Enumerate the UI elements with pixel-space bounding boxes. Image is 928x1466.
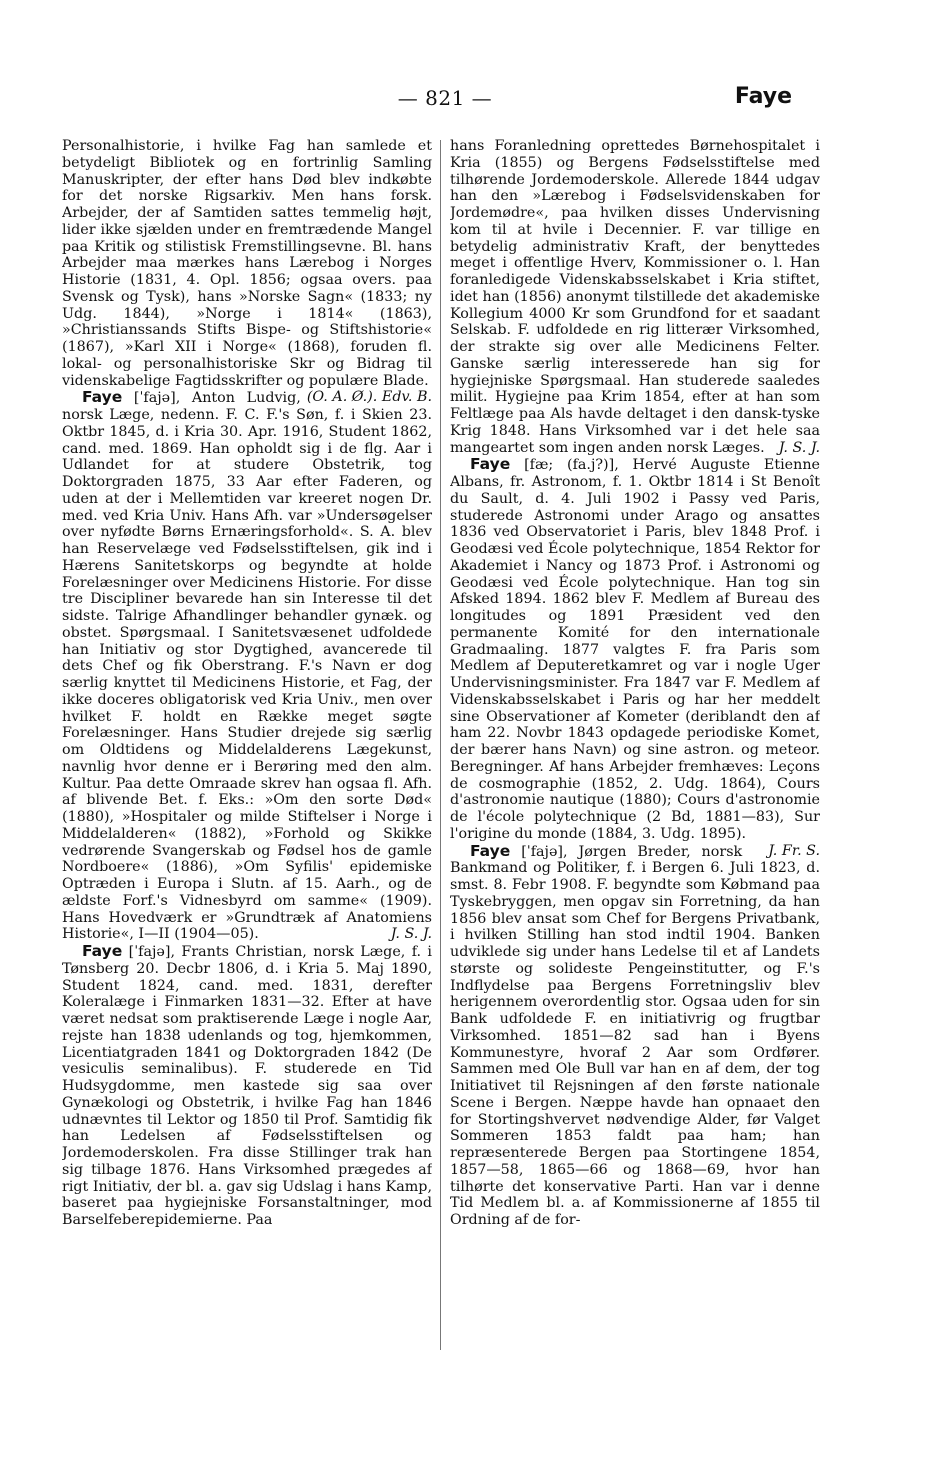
entry-text: [ˈfajə], Frants Christian, norsk Læge, f. i Tønsberg 20. Decbr 1806, d. i Kria 5. Maj 1890, Student 1824, cand. med. 1831, derefter Koleralæge i Finmarken 1831—32. Efter at have været nedsat som praktiserende Læge i nogle Aar, rejste han 1838 udenlands og tog, hjemkommen, Licentiatgraden 1841 og Doktorgraden 1842 (De vesiculis seminalibus). F. studerede en Tid Hudsygdomme, men kastede sig saa over Gynækologi og Obstetrik, i hvilke Fag han 1846 udnævntes til Lektor og 1850 til Prof. Samtidig fik han Ledelsen af Fødselsstiftelsen og Jordemoderskolen. Fra disse Stillinger trak han sig tilbage 1876. Hans Virksomhed prægedes af rigt Initiativ, der bl. a. gav sig Udslag i hans Kamp, baseret paa hygiejniske Forsanstaltninger, mod Barselfeberepidemierne. Paa [62,944,432,1228]
entry-text: Personalhistorie, i hvilke Fag han samlede et betydeligt Bibliotek og en fortrinlig Samling Manuskripter, der efter hans Død blev indkøbte for det norske Rigsarkiv. Men hans forsk. Arbejder, der af Samtiden sattes temmelig højt, lider ikke sjælden under en fremtrædende Mangel paa Kritik og stilistisk Fremstillingsevne. Bl. hans Arbejder maa mærkes hans Lærebog i Norges Historie (1831, 4. Opl. 1856; ogsaa overs. paa Svensk og Tysk), hans »Norske Sagn« (1833; ny Udg. 1844), »Norge i 1814« (1863), »Christianssands Stifts Bispe- og Stiftshistorie« (1867), »Karl XII i Norge« (1868), foruden fl. lokal- og personalhistoriske Skr og Bidrag til videnskabelige Fagtidsskrifter og populære Blade. [62,138,432,389]
right-column [450,138,820,1358]
entry-continuation [450,138,820,456]
entry-faye-jorgen [450,843,820,1229]
entry-faye-anton [62,389,432,943]
page-header [0,82,928,118]
entry-text: hans Foranledning oprettedes Børnehospitalet i Kria (1855) og Bergens Fødselsstiftelse med tilhørende Jordemoderskole. Allerede 1844 udgav han den »Lærebog i Fødselsvidenskaben for Jordemødre«, paa hvilken disses Undervisning kom til at hvile i Decennier. F. var tillige en betydelig administrativ Kraft, der benyttedes meget i offentlige Hverv, Kommissioner o. l. Han foranledigede Videnskabsselskabet i Kria stiftet, idet han (1856) anonymt tilstillede det akademiske Kollegium 4000 Kr som Grundfond for et saadant Selskab. F. udfoldede en rig litterær Virksomhed, der strakte sig over alle Medicinens Felter. Ganske særlig interesserede han sig for hygiejniske Spørgsmaal. Han studerede saaledes milit. Hygiejne paa Krim 1854, efter at han som Feltlæge paa Als havde deltaget i den dansk-tyske Krig 1848. Hans Virksomhed var i det hele saa mangeartet som ingen anden norsk Læges. [450,138,820,456]
headword: Faye [82,388,123,407]
headword: Faye [470,455,511,474]
column-rule [440,140,441,1350]
entry-text: [fæ; (fa.j?)], Hervé Auguste Etienne Albans, fr. Astronom, f. 1. Oktbr 1814 i St Benoît du Sault, d. 4. Juli 1902 i Passy ved Paris, studerede Astronomi under Arago og ansattes 1836 ved Observatoriet i Paris, blev 1848 Prof. i Geodæsi ved École polytechnique, 1854 Rektor for Akademiet i Nancy og 1873 Prof. i Astronomi og Geodæsi ved École polytechnique. Han tog sin Afsked 1894. 1862 blev F. Medlem af Bureau des longitudes og 1891 Præsident ved den permanente Komité for den internationale Gradmaaling. 1877 valgtes F. fra Paris som Medlem af Deputeretkamret og var i nogle Uger Undervisningsminister. Fra 1847 var F. Medlem af Videnskabsselskabet i Paris og har her meddelt sine Observationer af Kometer (deriblandt den af ham 22. Novbr 1843 opdagede periodiske Komet, der bærer hans Navn) og sine astron. og meteor. Beregninger. Af hans Arbejder fremhæves: Leçons de cosmographie (1852, 2. Udg. 1864), Cours d'astronomie nautique (1880); Cours d'astronomie de l'école polytechnique (2 Bd, 1881—83), Sur l'origine du monde (1884, 3. Udg. 1895). [450,457,820,842]
page-number: — 821 — [397,86,493,110]
entry-faye-herve [450,455,820,859]
author-signature: (O. A. Ø.). Edv. B. [306,389,432,406]
entry-text: [ˈfajə], Jørgen Breder, norsk Bankmand og Politiker, f. i Bergen 6. Juli 1823, d. smst. 8. Febr 1908. F. begyndte som Købmand paa Tyskebryggen, men opgav sin Forretning, da han 1856 blev ansat som Chef for Bergens Privatbank, i hvilken Stilling han stod indtil 1904. Banken udviklede sig under hans Ledelse til et af Landets største og solideste Pengeinstitutter, og F.'s Indflydelse paa Bergens Forretningsliv blev herigennem overordentlig stor. Ogsaa uden for sin Bank udfoldede F. en initiativrig og frugtbar Virksomhed. 1851—82 sad han i Byens Kommunestyre, hvoraf 2 Aar som Ordfører. Sammen med Ole Bull var han en af dem, der tog Initiativet til Rejsningen af den første nationale Scene i Bergen. Næppe havde han opnaaet den for Stortingshvervet nødvendige Alder, før Valget Sommeren 1853 faldt paa ham; han repræsenterede Bergen paa Stortingene 1854, 1857—58, 1865—66 og 1868—69, hvor han tilhørte det konservative Parti. Han var i denne Tid Medlem bl. a. af Kommissionerne af 1855 til Ordning af de for- [450,843,820,1228]
entry-text: [ˈfajə], Anton Ludvig, norsk Læge, nedenn. F. C. F.'s Søn, f. i Skien 23. Oktbr 1845, d. i Kria 30. Apr. 1916, Student 1862, cand. med. 1869. Han opholdt sig i de flg. Aar i Udlandet for at studere Obstetrik, tog Doktorgraden 1875, 33 Aar efter Faderen, og uden at der i Mellemtiden var kreeret nogen Dr. med. ved Kria Univ. Hans Afh. var »Undersøgelser over nyfødte Børns Ernæringsforhold«. S. A. blev han Reservelæge ved Fødselsstiftelsen, gik ind i Hærens Sanitetskorps og begyndte at holde Forelæsninger over Medicinens Historie. For disse tre Discipliner bevarede han sin Interesse til det sidste. Talrige Afhandlinger behandler gynæk. og obstet. Spørgsmaal. I Sanitetsvæsenet udfoldede han Initiativ og stor Dygtighed, avancerede til dets Chef og fik Oberstrang. F.'s Navn er dog særlig knyttet til Medicinens Historie, et Fag, der ikke doceres obligatorisk ved Kria Univ., men over hvilket F. holdt en Række meget søgte Forelæsninger. Hans Studier drejede sig særlig om Oldtidens og Middelalderens Lægekunst, navnlig hvor denne er i Berøring med den alm. Kultur. Paa dette Omraade skrev han ogsaa fl. Afh. af blivende Bet. f. Eks.: »Om den sorte Død« (1880), »Hospitaler og milde Stiftelser i Norge i Middelalderen« (1882), »Forhold og Skikke vedrørende Svangerskab og Fødsel hos de gamle Nordboere« (1886), »Om Syfilis' epidemiske Optræden i Europa i Slutn. af 15. Aarh., og de ældste Forf.'s Vidnesbyrd om samme« (1909). Hans Hovedværk er »Grundtræk af Anatomiens Historie«, I—II (1904—05). [62,390,432,943]
author-signature: J. Fr. S. [768,842,820,859]
entry-faye-frants [62,943,432,1229]
left-column [62,138,432,1358]
running-head: Faye [734,84,792,109]
headword: Faye [82,942,123,960]
headword: Faye [470,841,511,860]
author-signature: J. S. J. [390,926,432,943]
author-signature: J. S. J. [778,439,820,456]
